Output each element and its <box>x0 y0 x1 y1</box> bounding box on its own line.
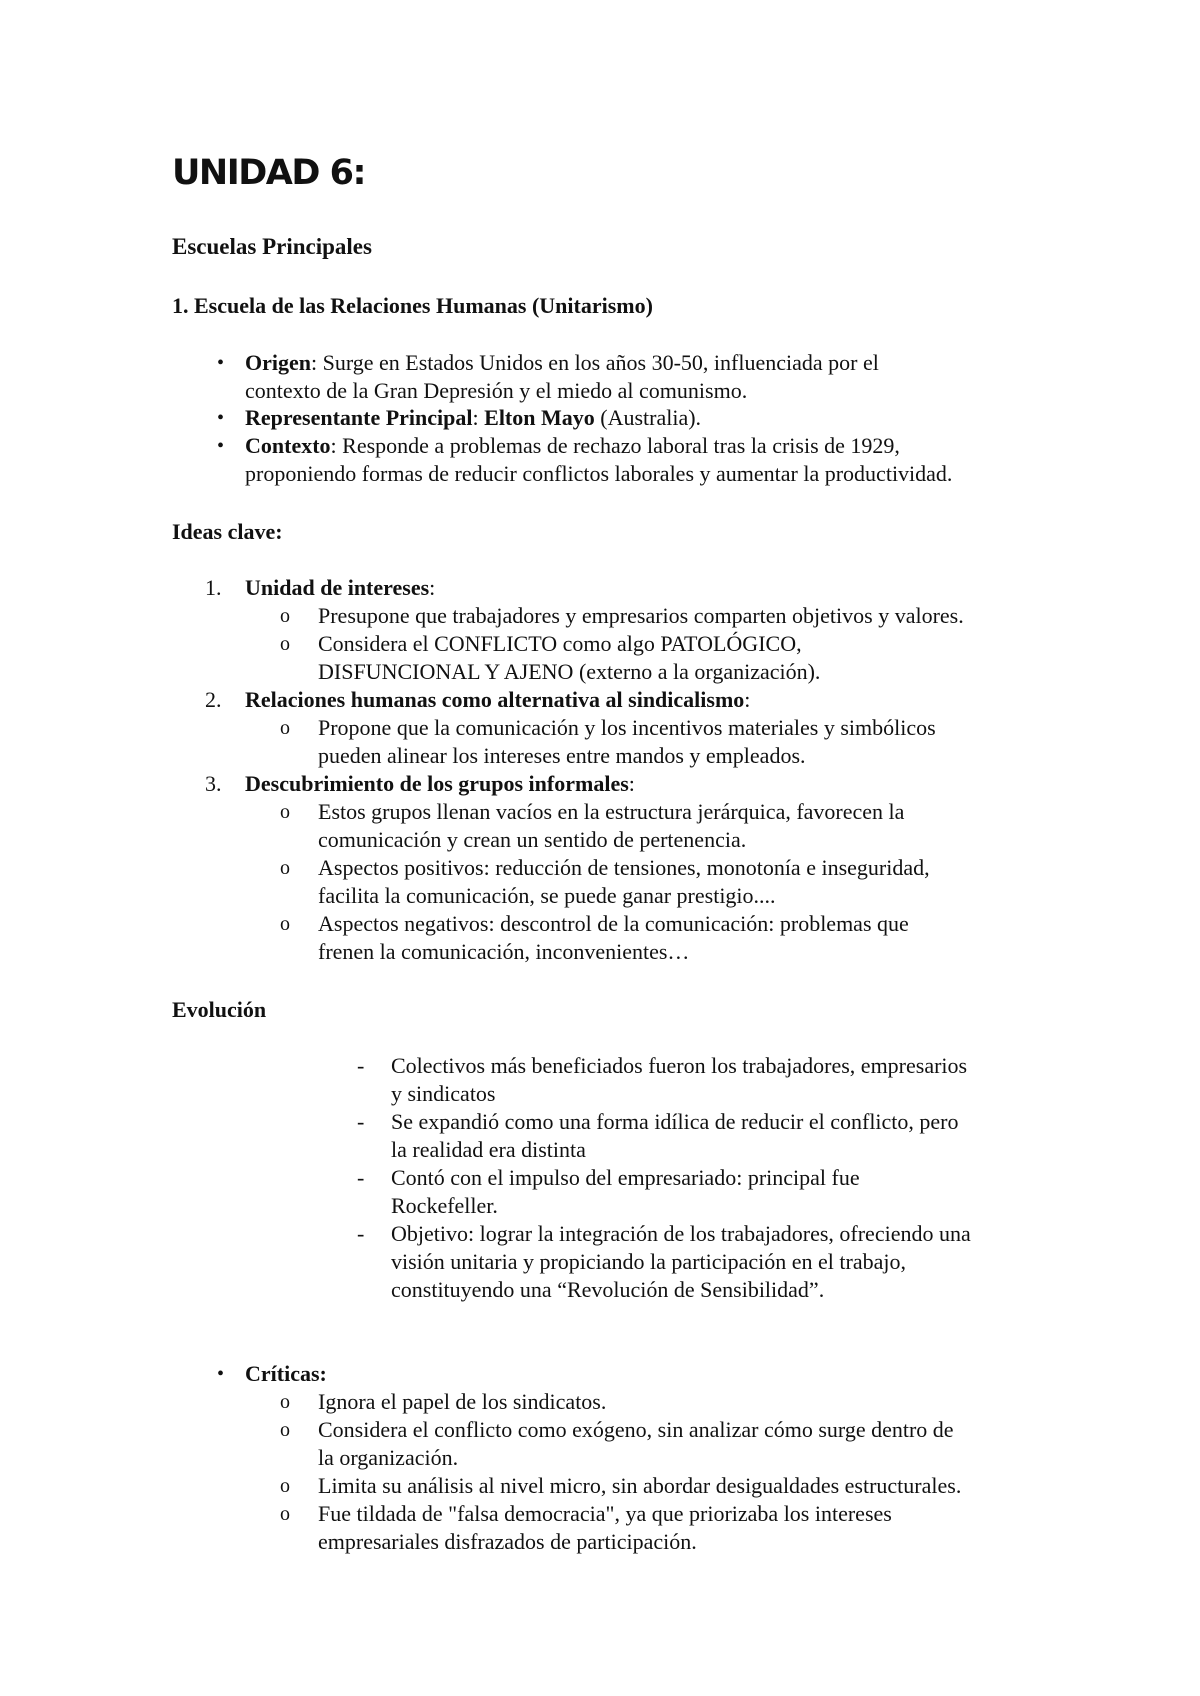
idea-3-sub2-line1: Aspectos positivos: reducción de tensiones, monotonía e inseguridad, <box>318 855 930 880</box>
criticism-heading: Críticas: <box>245 1361 327 1386</box>
evolution-heading: Evolución <box>172 997 267 1022</box>
bullet-dot: • <box>217 1363 225 1385</box>
school-heading: 1. Escuela de las Relaciones Humanas (Unitarismo) <box>172 293 653 318</box>
sub-bullet: o <box>280 801 290 823</box>
list-number: 2. <box>205 687 222 712</box>
contexto-line1 <box>245 432 900 460</box>
idea-1-sub1: Presupone que trabajadores y empresarios comparten objetivos y valores. <box>318 603 964 628</box>
criticism-4-line2: empresariales disfrazados de participación. <box>318 1529 697 1554</box>
criticism-1: Ignora el papel de los sindicatos. <box>318 1389 607 1414</box>
contexto-text: : Responde a problemas de rechazo laboral tras la crisis de 1929, <box>330 433 900 458</box>
evolution-item-3-line1: Contó con el impulso del empresariado: principal fue <box>391 1165 860 1190</box>
idea-2-title <box>245 686 750 714</box>
representante-name: Elton Mayo <box>484 405 595 430</box>
idea-1-title <box>245 574 435 602</box>
colon: : <box>429 575 436 600</box>
colon: : <box>628 771 635 796</box>
sub-bullet: o <box>280 1503 290 1525</box>
representante-label: Representante Principal <box>245 405 473 430</box>
evolution-item-4-line3: constituyendo una “Revolución de Sensibilidad”. <box>391 1277 825 1302</box>
dash-marker: - <box>357 1221 365 1246</box>
colon: : <box>744 687 751 712</box>
idea-2-sub1-line1: Propone que la comunicación y los incentivos materiales y simbólicos <box>318 715 936 740</box>
idea-3-sub2-line2: facilita la comunicación, se puede ganar prestigio.... <box>318 883 776 908</box>
origen-text: : Surge en Estados Unidos en los años 30-50, influenciada por el <box>311 350 879 375</box>
sub-bullet: o <box>280 1391 290 1413</box>
idea-1-label: Unidad de intereses <box>245 575 430 600</box>
bullet-dot: • <box>217 407 225 429</box>
contexto-line2: proponiendo formas de reducir conflictos laborales y aumentar la productividad. <box>245 461 953 486</box>
sub-bullet: o <box>280 913 290 935</box>
sub-bullet: o <box>280 1419 290 1441</box>
dash-marker: - <box>357 1165 365 1190</box>
list-number: 1. <box>205 575 222 600</box>
bullet-dot: • <box>217 352 225 374</box>
evolution-item-2-line1: Se expandió como una forma idílica de reducir el conflicto, pero <box>391 1109 959 1134</box>
sub-bullet: o <box>280 717 290 739</box>
bullet-dot: • <box>217 435 225 457</box>
criticism-4-line1: Fue tildada de "falsa democracia", ya que priorizaba los intereses <box>318 1501 892 1526</box>
representante-sep: : <box>472 405 485 430</box>
sub-bullet: o <box>280 1475 290 1497</box>
sub-bullet: o <box>280 605 290 627</box>
list-number: 3. <box>205 771 222 796</box>
sub-bullet: o <box>280 857 290 879</box>
evolution-item-1-line1: Colectivos más beneficiados fueron los trabajadores, empresarios <box>391 1053 968 1078</box>
page-title: UNIDAD 6: <box>172 153 365 193</box>
idea-3-sub1-line1: Estos grupos llenan vacíos en la estructura jerárquica, favorecen la <box>318 799 905 824</box>
idea-3-sub3-line1: Aspectos negativos: descontrol de la comunicación: problemas que <box>318 911 909 936</box>
idea-3-title <box>245 770 635 798</box>
evolution-item-2-line2: la realidad era distinta <box>391 1137 586 1162</box>
evolution-item-3-line2: Rockefeller. <box>391 1193 498 1218</box>
representante-line <box>245 404 701 432</box>
origen-line2: contexto de la Gran Depresión y el miedo al comunismo. <box>245 378 748 403</box>
criticism-3: Limita su análisis al nivel micro, sin abordar desigualdades estructurales. <box>318 1473 962 1498</box>
idea-1-sub2-line1: Considera el CONFLICTO como algo PATOLÓGICO, <box>318 631 802 656</box>
evolution-item-4-line1: Objetivo: lograr la integración de los trabajadores, ofreciendo una <box>391 1221 971 1246</box>
section-heading-escuelas: Escuelas Principales <box>172 234 372 259</box>
idea-3-sub3-line2: frenen la comunicación, inconvenientes… <box>318 939 690 964</box>
criticism-2-line1: Considera el conflicto como exógeno, sin analizar cómo surge dentro de <box>318 1417 954 1442</box>
dash-marker: - <box>357 1053 365 1078</box>
criticism-2-line2: la organización. <box>318 1445 459 1470</box>
idea-3-label: Descubrimiento de los grupos informales <box>245 771 629 796</box>
sub-bullet: o <box>280 633 290 655</box>
origen-label: Origen <box>245 350 311 375</box>
origen-line1 <box>245 349 879 377</box>
idea-2-label: Relaciones humanas como alternativa al sindicalismo <box>245 687 745 712</box>
contexto-label: Contexto <box>245 433 331 458</box>
evolution-item-1-line2: y sindicatos <box>391 1081 496 1106</box>
idea-1-sub2-line2: DISFUNCIONAL Y AJENO (externo a la organización). <box>318 659 821 684</box>
evolution-item-4-line2: visión unitaria y propiciando la participación en el trabajo, <box>391 1249 906 1274</box>
idea-2-sub1-line2: pueden alinear los intereses entre mandos y empleados. <box>318 743 806 768</box>
ideas-heading: Ideas clave: <box>172 519 283 544</box>
dash-marker: - <box>357 1109 365 1134</box>
idea-3-sub1-line2: comunicación y crean un sentido de pertenencia. <box>318 827 747 852</box>
representante-rest: (Australia). <box>594 405 702 430</box>
